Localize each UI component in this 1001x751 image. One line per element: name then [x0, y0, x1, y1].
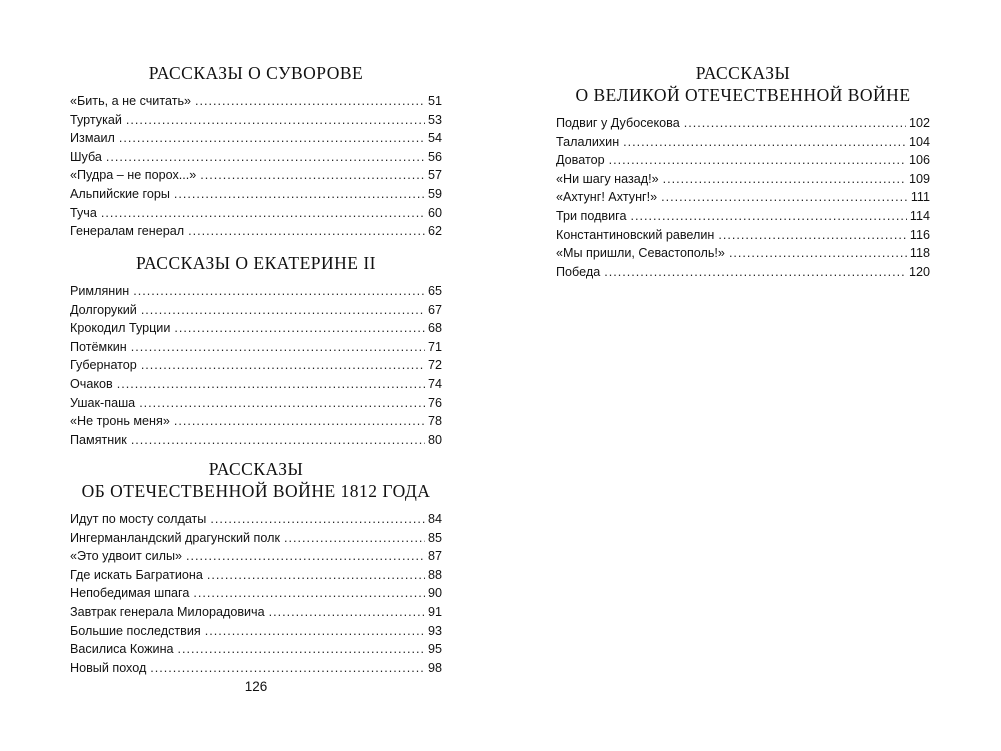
toc-entry-title: Губернатор	[70, 358, 137, 373]
toc-entry-page: 54	[427, 131, 442, 146]
dot-leader	[131, 431, 425, 450]
toc-entry-page: 78	[427, 414, 442, 429]
toc-section	[556, 62, 930, 281]
toc-entry-title: Талалихин	[556, 134, 620, 149]
toc-entry-title: Долгорукий	[70, 302, 137, 317]
toc-entry-title: Очаков	[70, 376, 113, 391]
section-title	[70, 62, 442, 84]
section-title	[70, 252, 442, 274]
dot-leader	[186, 547, 425, 566]
toc-entry-title: Три подвига	[556, 208, 627, 223]
dot-leader	[604, 263, 906, 282]
toc-entry[interactable]	[70, 412, 442, 431]
toc-entry-page: 90	[427, 586, 442, 601]
toc-entry[interactable]	[556, 207, 930, 226]
toc-entry-title: «Не тронь меня»	[70, 414, 170, 429]
toc-entry-page: 65	[427, 284, 442, 298]
toc-entry-page: 56	[427, 149, 442, 164]
toc-entry-title: «Мы пришли, Севастополь!»	[556, 246, 725, 261]
dot-leader	[106, 148, 425, 167]
toc-entry[interactable]	[70, 375, 442, 394]
toc-entry[interactable]	[70, 510, 442, 529]
toc-entry-page: 87	[427, 549, 442, 564]
dot-leader	[630, 207, 906, 226]
dot-leader	[150, 659, 425, 678]
dot-leader	[178, 640, 425, 659]
toc-entry-page: 118	[909, 246, 930, 261]
dot-leader	[126, 111, 425, 130]
dot-leader	[195, 92, 425, 111]
dot-leader	[141, 301, 425, 320]
toc-entry-title: Доватор	[556, 153, 605, 168]
toc-entry-page: 85	[427, 530, 442, 545]
section-title-line: РАССКАЗЫ О СУВОРОВЕ	[148, 63, 364, 83]
toc-entry-page: 93	[427, 623, 442, 638]
toc-entry[interactable]	[556, 188, 930, 207]
section-title-line: РАССКАЗЫ	[695, 63, 791, 83]
dot-leader	[131, 338, 425, 357]
toc-entry-page: 71	[427, 339, 442, 354]
toc-entry[interactable]	[70, 603, 442, 622]
toc-entry[interactable]	[556, 244, 930, 263]
toc-entry-page: 68	[427, 321, 442, 336]
toc-entry-title: Подвиг у Дубосекова	[556, 116, 680, 130]
toc-entry-page: 74	[427, 376, 442, 391]
dot-leader	[207, 566, 425, 585]
toc-entry-title: Ушак-паша	[70, 395, 136, 410]
toc-entry[interactable]	[70, 584, 442, 603]
toc-entry[interactable]	[70, 431, 442, 450]
dot-leader	[205, 622, 425, 641]
dot-leader	[174, 185, 425, 204]
toc-entry[interactable]	[70, 92, 442, 111]
dot-leader	[193, 584, 425, 603]
dot-leader	[101, 204, 425, 223]
toc-entry-page: 51	[427, 94, 442, 108]
toc-entry[interactable]	[70, 622, 442, 641]
toc-entry-page: 57	[427, 168, 442, 183]
dot-leader	[718, 226, 907, 245]
toc-entry-page: 60	[427, 205, 442, 220]
toc-entry[interactable]	[70, 129, 442, 148]
toc-section	[70, 252, 442, 449]
toc-entry-page: 76	[427, 395, 442, 410]
toc-entry-page: 120	[908, 264, 930, 279]
toc-entry-title: Где искать Багратиона	[70, 567, 203, 582]
dot-leader	[141, 356, 425, 375]
toc-entry-title: «Бить, а не считать»	[70, 94, 192, 108]
dot-leader	[284, 529, 425, 548]
toc-entry-title: Василиса Кожина	[70, 642, 174, 657]
toc-entry-page: 116	[909, 227, 930, 242]
toc-entry[interactable]	[70, 222, 442, 241]
dot-leader	[684, 114, 906, 133]
toc-entry-title: Идут по мосту солдаты	[70, 512, 207, 526]
toc-entry[interactable]	[556, 114, 930, 133]
toc-entry-title: «Это удвоит силы»	[70, 549, 183, 564]
toc-entry[interactable]	[556, 263, 930, 282]
toc-entry[interactable]	[70, 640, 442, 659]
toc-entry[interactable]	[556, 170, 930, 189]
toc-entry-page: 111	[910, 190, 930, 205]
dot-leader	[729, 244, 907, 263]
toc-entry[interactable]	[70, 356, 442, 375]
toc-section	[70, 458, 442, 677]
toc-entry-page: 62	[427, 224, 442, 239]
toc-entry[interactable]	[70, 529, 442, 548]
toc-entry[interactable]	[70, 547, 442, 566]
toc-entry-title: Ингерманландский драгунский полк	[70, 530, 280, 545]
dot-leader	[661, 188, 908, 207]
section-title-line: РАССКАЗЫ О ЕКАТЕРИНЕ II	[136, 253, 376, 273]
toc-entry-page: 91	[427, 604, 442, 619]
section-title-line: РАССКАЗЫ	[208, 459, 304, 479]
toc-entry-title: «Ахтунг! Ахтунг!»	[556, 190, 658, 205]
dot-leader	[609, 151, 906, 170]
toc-entry[interactable]	[556, 226, 930, 245]
section-title-line: ОБ ОТЕЧЕСТВЕННОЙ ВОЙНЕ 1812 ГОДА	[81, 481, 431, 501]
toc-entry[interactable]	[70, 185, 442, 204]
toc-entry[interactable]	[70, 166, 442, 185]
toc-entry-title: Генералам генерал	[70, 224, 185, 239]
toc-entry-page: 88	[427, 567, 442, 582]
toc-entry-title: Константиновский равелин	[556, 227, 715, 242]
toc-entry[interactable]	[70, 566, 442, 585]
toc-entry-title: Победа	[556, 264, 601, 279]
toc-entry-page: 109	[908, 171, 930, 186]
toc-entry-title: «Пудра – не порох...»	[70, 168, 197, 183]
toc-entry-page: 98	[427, 660, 442, 675]
toc-entry[interactable]	[70, 282, 442, 301]
toc-entry-page: 84	[427, 512, 442, 526]
dot-leader	[623, 133, 906, 152]
toc-entry-title: Памятник	[70, 432, 127, 447]
section-title	[556, 62, 930, 106]
toc-entry-page: 67	[427, 302, 442, 317]
dot-leader	[663, 170, 906, 189]
dot-leader	[119, 129, 425, 148]
toc-entry-page: 59	[427, 186, 442, 201]
dot-leader	[174, 412, 425, 431]
dot-leader	[139, 394, 425, 413]
dot-leader	[133, 282, 425, 301]
toc-entry[interactable]	[70, 204, 442, 223]
toc-entry-page: 53	[427, 112, 442, 127]
toc-entry-page: 80	[427, 432, 442, 447]
toc-entry-page: 104	[908, 134, 930, 149]
toc-entry[interactable]	[70, 111, 442, 130]
toc-entry-page: 106	[908, 153, 930, 168]
toc-entry[interactable]	[70, 319, 442, 338]
toc-entry[interactable]	[70, 659, 442, 678]
dot-leader	[210, 510, 425, 529]
toc-entry[interactable]	[556, 151, 930, 170]
section-title-line: О ВЕЛИКОЙ ОТЕЧЕСТВЕННОЙ ВОЙНЕ	[575, 85, 911, 105]
toc-entry-title: Римлянин	[70, 284, 130, 298]
toc-entry-title: Завтрак генерала Милорадовича	[70, 604, 265, 619]
dot-leader	[188, 222, 425, 241]
toc-entry-title: Непобедимая шпага	[70, 586, 190, 601]
toc-entry-title: «Ни шагу назад!»	[556, 171, 659, 186]
toc-entry-title: Туча	[70, 205, 97, 220]
toc-entry-title: Новый поход	[70, 660, 147, 675]
toc-entry-page: 72	[427, 358, 442, 373]
toc-entry[interactable]	[70, 148, 442, 167]
toc-entry-title: Альпийские горы	[70, 186, 170, 201]
dot-leader	[117, 375, 425, 394]
toc-entry-page: 102	[908, 116, 930, 130]
toc-entry-title: Туртукай	[70, 112, 122, 127]
section-title	[70, 458, 442, 502]
dot-leader	[200, 166, 425, 185]
toc-entry-title: Крокодил Турции	[70, 321, 171, 336]
toc-entry-page: 95	[427, 642, 442, 657]
toc-entry[interactable]	[556, 133, 930, 152]
toc-entry-page: 114	[909, 208, 930, 223]
dot-leader	[269, 603, 425, 622]
toc-entry-title: Измаил	[70, 131, 115, 146]
dot-leader	[174, 319, 425, 338]
toc-entry-title: Потёмкин	[70, 339, 127, 354]
toc-section	[70, 62, 442, 241]
toc-entry-title: Шуба	[70, 149, 102, 164]
toc-entry[interactable]	[70, 338, 442, 357]
toc-entry[interactable]	[70, 301, 442, 320]
toc-entry[interactable]	[70, 394, 442, 413]
toc-entry-title: Большие последствия	[70, 623, 201, 638]
page-number: 126	[244, 679, 268, 694]
